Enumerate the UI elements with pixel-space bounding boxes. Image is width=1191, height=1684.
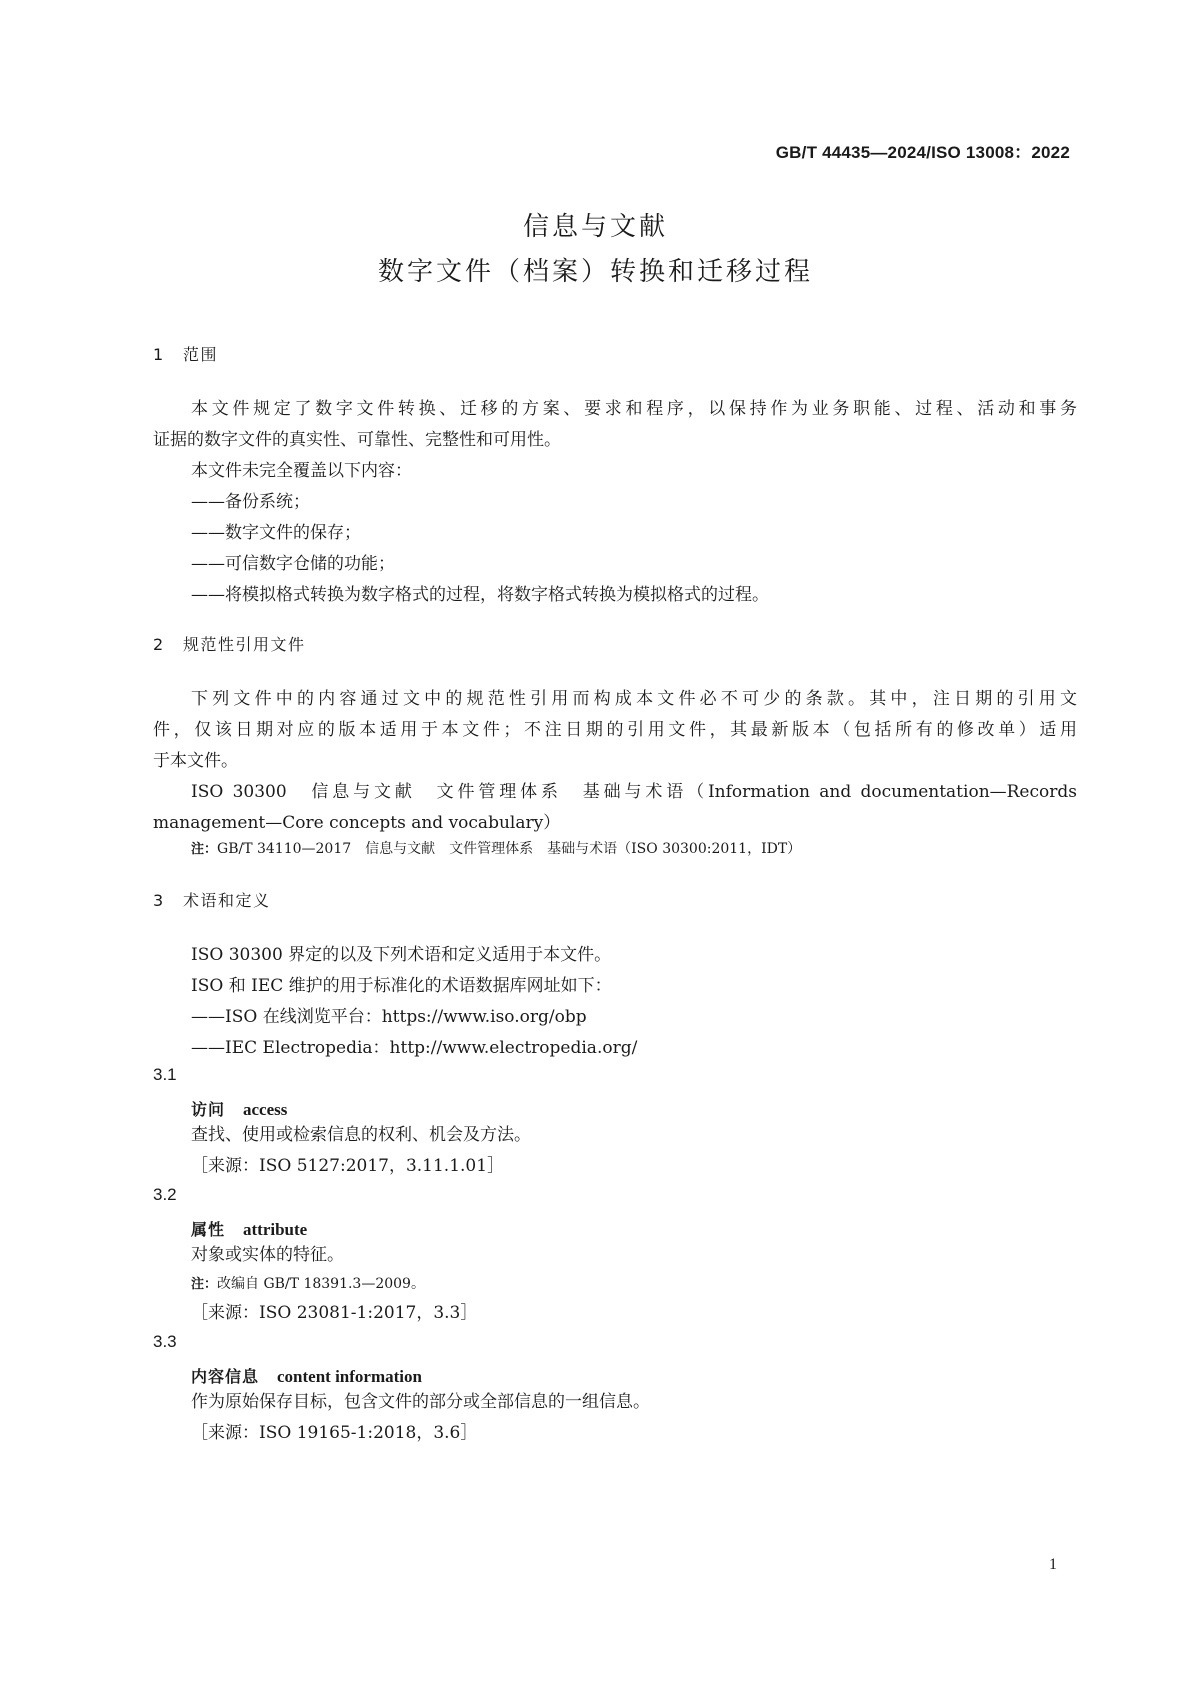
document-title-line2: 数字文件（档案）转换和迁移过程 [377, 257, 813, 287]
term-source: ［来源：ISO 5127:2017，3.11.1.01］ [191, 1156, 505, 1176]
section-number: 3 [153, 891, 164, 910]
reference-entry-line1: ISO 30300 信息与文献 文件管理体系 基础与术语（Information and documentation—Records [191, 782, 1077, 802]
list-item: ——数字文件的保存； [191, 523, 361, 543]
term-number: 3.3 [153, 1332, 177, 1351]
term-number: 3.2 [153, 1185, 177, 1204]
section-number: 1 [153, 345, 164, 364]
list-item: ——ISO 在线浏览平台：https://www.iso.org/obp [191, 1007, 587, 1027]
section-number: 2 [153, 635, 164, 654]
term-zh: 内容信息 [191, 1367, 260, 1386]
section-title: 规范性引用文件 [183, 635, 306, 654]
note-label: 注： [191, 842, 218, 857]
term-entry-content-information [191, 1364, 422, 1387]
section-heading-scope [153, 342, 218, 365]
terms-database-paragraph: ISO 和 IEC 维护的用于标准化的术语数据库网址如下： [191, 976, 612, 996]
list-item: ——将模拟格式转换为数字格式的过程，将数字格式转换为模拟格式的过程。 [191, 585, 769, 605]
term-number: 3.1 [153, 1065, 177, 1084]
note-text: 改编自 GB/T 18391.3—2009。 [217, 1276, 425, 1292]
term-en: content information [277, 1367, 422, 1386]
scope-paragraph-line2: 证据的数字文件的真实性、可靠性、完整性和可用性。 [153, 430, 561, 450]
term-entry-access [191, 1097, 287, 1120]
term-en: attribute [243, 1220, 308, 1239]
term-entry-attribute [191, 1217, 307, 1240]
scope-exclusion-intro: 本文件未完全覆盖以下内容： [191, 461, 412, 481]
list-item: ——可信数字仓储的功能； [191, 554, 395, 574]
term-definition: 查找、使用或检索信息的权利、机会及方法。 [191, 1125, 531, 1145]
term-source: ［来源：ISO 19165-1:2018，3.6］ [191, 1423, 478, 1443]
term-note [191, 1271, 425, 1298]
section-heading-normative-references [153, 632, 306, 655]
term-zh: 属性 [191, 1220, 226, 1239]
scope-paragraph-line1: 本文件规定了数字文件转换、迁移的方案、要求和程序，以保持作为业务职能、过程、活动和事务 [191, 399, 1077, 419]
term-zh: 访问 [191, 1100, 226, 1119]
term-en: access [243, 1100, 288, 1119]
page-number: 1 [1049, 1556, 1057, 1573]
references-paragraph-line2: 件，仅该日期对应的版本适用于本文件；不注日期的引用文件，其最新版本（包括所有的修改单）适用 [153, 720, 1077, 740]
document-title-line1: 信息与文献 [522, 212, 668, 242]
term-definition: 对象或实体的特征。 [191, 1245, 344, 1265]
terms-intro-paragraph: ISO 30300 界定的以及下列术语和定义适用于本文件。 [191, 945, 612, 965]
reference-entry-line2: management—Core concepts and vocabulary） [153, 813, 561, 833]
section-title: 术语和定义 [183, 891, 271, 910]
term-source: ［来源：ISO 23081-1:2017，3.3］ [191, 1303, 478, 1323]
standard-code: GB/T 44435—2024/ISO 13008：2022 [775, 143, 1070, 162]
reference-note [191, 836, 801, 863]
note-text: GB/T 34110—2017 信息与文献 文件管理体系 基础与术语（ISO 30300:2011，IDT） [217, 841, 802, 857]
section-heading-terms [153, 888, 271, 911]
references-paragraph-line3: 于本文件。 [153, 751, 238, 771]
references-paragraph-line1: 下列文件中的内容通过文中的规范性引用而构成本文件必不可少的条款。其中，注日期的引用文 [191, 689, 1077, 709]
list-item: ——备份系统； [191, 492, 310, 512]
note-label: 注： [191, 1277, 218, 1292]
section-title: 范围 [183, 345, 219, 364]
list-item: ——IEC Electropedia：http://www.electropedia.org/ [191, 1038, 638, 1058]
term-definition: 作为原始保存目标，包含文件的部分或全部信息的一组信息。 [191, 1392, 650, 1412]
